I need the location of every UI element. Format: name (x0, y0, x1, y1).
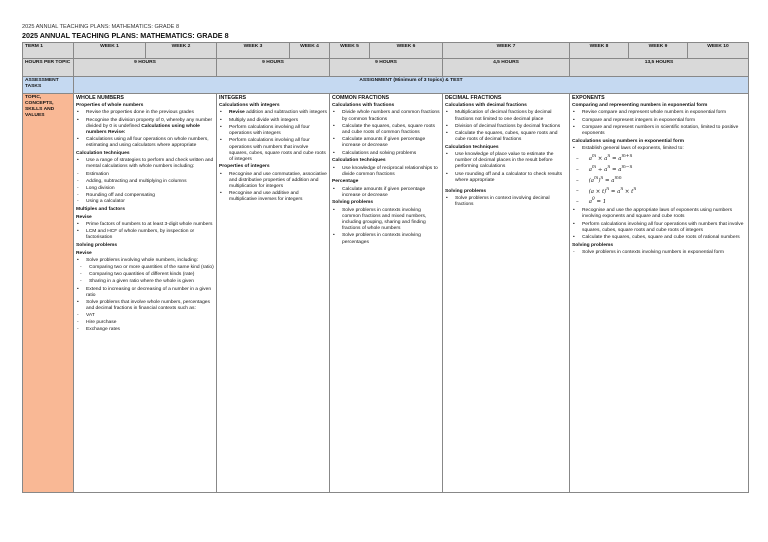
calc-techniques-subheading: Calculation techniques (76, 151, 130, 157)
list-item: • Revise the properties done in the previous grades (86, 110, 214, 116)
hours-integers: 9 HOURS (217, 59, 330, 77)
list-item: • Perform calculations involving all four operations with integers (229, 125, 327, 137)
decimal-fractions-heading: DECIMAL FRACTIONS (445, 95, 502, 101)
calc-fractions-subheading: Calculations with fractions (332, 103, 395, 109)
list-item: • Compare and represent integers in exponential form (582, 118, 746, 124)
solving-subheading: Solving problems (76, 243, 118, 249)
week-2-header: WEEK 2 (146, 43, 217, 59)
list-item: - Long division (86, 186, 214, 192)
exponents-heading: EXPONENTS (572, 95, 605, 101)
hours-whole-numbers: 9 HOURS (74, 59, 217, 77)
list-item: - Exchange rates (86, 327, 214, 333)
decimal-fractions-cell (443, 94, 570, 493)
list-item: • Multiply and divide with integers (229, 118, 327, 124)
common-fractions-heading: COMMON FRACTIONS (332, 95, 390, 101)
list-item: • Recognise and use commutative, associative and distributive properties of addition and multiplication for integers (229, 172, 327, 190)
list-item: • Solve problems in context involving decimal fractions (455, 196, 567, 208)
list-item: • Use rounding off and a calculator to check results where appropriate (455, 172, 567, 184)
topics-label: TOPIC, CONCEPTS, SKILLS AND VALUES (23, 94, 74, 493)
percentage-subheading: Percentage (332, 179, 359, 185)
integers-cell (217, 94, 330, 493)
list-item: • Revise compare and represent whole numbers in exponential form (582, 110, 746, 116)
list-item: - Estimation (86, 172, 214, 178)
calc-decimals-subheading: Calculations with decimal fractions (445, 103, 527, 109)
list-item: • Use knowledge of reciprocal relationships to divide common fractions (342, 166, 440, 178)
hours-decimal-fractions: 4,5 HOURS (443, 59, 570, 77)
whole-numbers-cell (74, 94, 217, 493)
list-item: • Division of decimal fractions by decimal fractions (455, 124, 567, 130)
assessment-row (23, 77, 749, 94)
list-item: • Calculate the squares, cubes, square roots and cube roots of decimal fractions (455, 131, 567, 143)
week-10-header: WEEK 10 (688, 43, 749, 59)
week-7-header: WEEK 7 (443, 43, 570, 59)
calc-integers-subheading: Calculations with integers (219, 103, 280, 109)
integers-heading: INTEGERS (219, 95, 247, 101)
list-item: • Compare and represent numbers in scientific notation, limited to positive exponents (582, 125, 746, 137)
list-item: - VAT (86, 313, 214, 319)
list-item: • Use a range of strategies to perform and check written and mental calculations with whole numbers including: (86, 158, 214, 170)
list-item: - Comparing two or more quantities of the same kind (ratio) (89, 265, 214, 271)
document-subtitle: 2025 ANNUAL TEACHING PLANS: MATHEMATICS: GRADE 8 (22, 24, 180, 30)
week-9-header: WEEK 9 (629, 43, 688, 59)
multiples-subheading: Multiples and factors (76, 207, 125, 213)
properties-subheading: Properties of whole numbers (76, 103, 144, 109)
list-item: • Calculations and solving problems (342, 151, 440, 157)
hours-common-fractions: 9 HOURS (330, 59, 443, 77)
properties-integers-subheading: Properties of integers (219, 164, 270, 170)
calc-exponents-subheading: Calculations using numbers in exponential form (572, 138, 684, 144)
calc-techniques-subheading: Calculation techniques (445, 144, 499, 150)
solving-subheading: Solving problems (572, 242, 614, 248)
list-item: • Calculate amounts if given percentage increase or decrease (342, 187, 440, 199)
topics-row (23, 94, 749, 493)
list-item: • Perform calculations involving all four operations with numbers that involve squares, cubes, square roots and cube roots of integers (229, 138, 327, 163)
list-item: • Use knowledge of place value to estimate the number of decimal places in the result before performing calculations (455, 152, 567, 170)
list-item: • Solve problems involving whole numbers, including: (86, 258, 214, 264)
list-item: • Solve problems that involve whole numbers, percentages and decimal fractions in financial contexts such as: (86, 300, 214, 312)
solving-subheading: Solving problems (445, 189, 487, 195)
list-item: • Extend to increasing or decreasing of a number in a given ratio (86, 287, 214, 299)
week-3-header: WEEK 3 (217, 43, 290, 59)
hours-exponents: 13,5 HOURS (570, 59, 749, 77)
assessment-text: ASSIGNMENT (Minimum of 3 topics) & TEST (74, 77, 749, 94)
calc-techniques-subheading: Calculation techniques (332, 158, 386, 164)
list-item: - Rounding off and compensating (86, 193, 214, 199)
term-label: TERM 1 (23, 43, 74, 59)
list-item: - Solve problems in contexts involving numbers in exponential form (582, 250, 746, 256)
list-item: - Sharing in a given ratio where the whole is given (89, 279, 214, 285)
week-4-header: WEEK 4 (290, 43, 330, 59)
list-item: • Prime factors of numbers to at least 3-digit whole numbers (86, 222, 214, 228)
revise-subheading: Revise (76, 214, 92, 220)
exponents-cell (570, 94, 749, 493)
list-item: • Solve problems in contexts involving percentages (342, 233, 440, 245)
list-item: • Recognise the division property of 0, whereby any number divided by 0 is undefined Calculations using whole numbers Revise: (86, 118, 214, 136)
term-row (23, 43, 749, 59)
list-item: • Calculate the squares, cubes, square and cube roots of rational numbers (582, 235, 746, 241)
exponent-law-product: – $a^m \times a^n = a^{m+n}$ (576, 154, 633, 163)
list-item: • LCM and HCF of whole numbers, by inspection or factorisation (86, 229, 214, 241)
hours-row (23, 59, 749, 77)
list-item: • Calculations using all four operations on whole numbers, estimating and using calculators where appropriate (86, 137, 214, 149)
document-title: 2025 ANNUAL TEACHING PLANS: MATHEMATICS: GRADE 8 (22, 31, 229, 40)
list-item: - Using a calculator (86, 199, 214, 205)
week-6-header: WEEK 6 (370, 43, 443, 59)
list-item: - Adding, subtracting and multiplying in columns (86, 179, 214, 185)
exponent-law-product-power: – $(a \times t)^n = a^n \times t^n$ (576, 186, 637, 195)
list-item: • Multiplication of decimal fractions by decimal fractions not limited to one decimal place (455, 110, 567, 122)
list-item: • Solve problems in contexts involving common fractions and mixed numbers, including grouping, sharing and finding fractions of whole numbers (342, 208, 440, 233)
list-item: • Divide whole numbers and common fractions by common fractions (342, 110, 440, 122)
teaching-plan-table (22, 42, 749, 493)
week-8-header: WEEK 8 (570, 43, 629, 59)
list-item: - Comparing two quantities of different kinds (rate) (89, 272, 214, 278)
hours-label: HOURS PER TOPIC (23, 59, 74, 77)
week-5-header: WEEK 5 (330, 43, 370, 59)
exponent-law-power: – $(a^m)^n = a^{mn}$ (576, 175, 622, 184)
exponent-law-zero: – $a^0 = 1$ (576, 197, 607, 206)
list-item: - Hire purchase (86, 320, 214, 326)
list-item: • Calculate amounts if given percentage increase or decrease (342, 137, 440, 149)
exponent-law-quotient: – $a^m \div a^n = a^{m-n}$ (576, 165, 633, 173)
solving-subheading: Solving problems (332, 200, 374, 206)
list-item: • Revise addition and subtraction with integers (229, 110, 327, 116)
list-item: • Calculate the squares, cubes, square roots and cube roots of common fractions (342, 124, 440, 136)
list-item: • Establish general laws of exponents, limited to: (582, 146, 746, 152)
assessment-label: ASSESSMENT TASKS (23, 77, 74, 94)
list-item: • Recognise and use the appropriate laws of exponents using numbers involving exponents and square and cube roots (582, 208, 746, 220)
list-item: • Perform calculations involving all four operations with numbers that involve squares, cubes, square roots and cube roots of integers (582, 222, 746, 234)
revise-subheading: Revise (76, 250, 92, 256)
week-1-header: WEEK 1 (74, 43, 146, 59)
common-fractions-cell (330, 94, 443, 493)
list-item: • Recognise and use additive and multiplicative inverses for integers (229, 191, 327, 203)
compare-subheading: Comparing and representing numbers in exponential form (572, 103, 708, 109)
whole-numbers-heading: WHOLE NUMBERS (76, 95, 124, 101)
